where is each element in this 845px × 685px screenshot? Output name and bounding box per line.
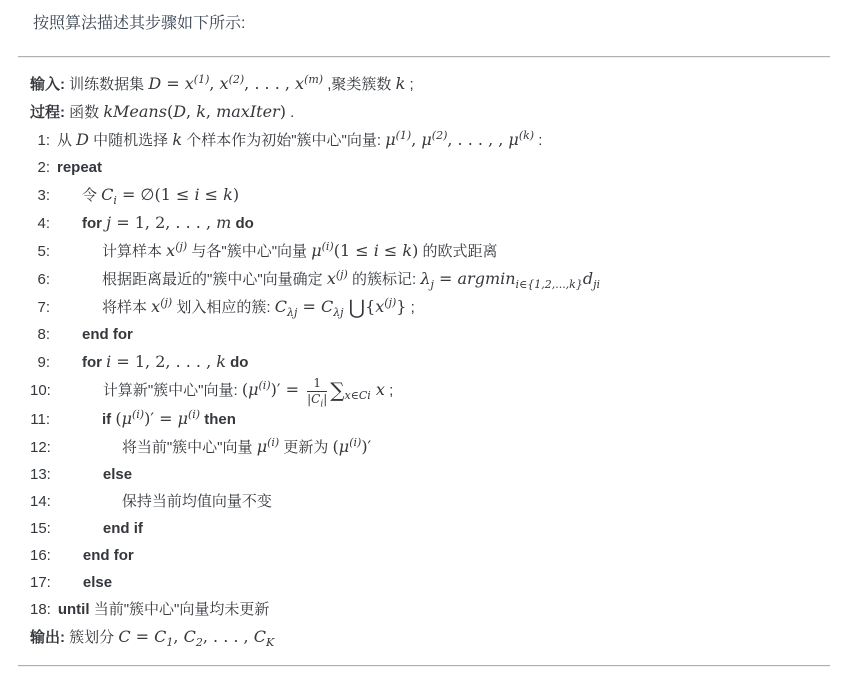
text-run: 将当前"簇中心"向量 [121, 439, 257, 457]
math-roman: (1 ≤ [333, 241, 374, 260]
algo-line [30, 209, 835, 237]
math-roman: = [297, 297, 321, 316]
subscript: K [265, 636, 275, 650]
algo-line [30, 569, 835, 596]
text-run: 更新为 [279, 439, 333, 457]
math-roman: | [323, 391, 328, 406]
superscript: (1) [395, 129, 412, 142]
superscript: (j) [335, 268, 348, 281]
line-content [57, 408, 236, 429]
line-number: 17: [30, 574, 51, 592]
math-italic: μ [248, 380, 259, 399]
superscript: (1) [193, 73, 210, 86]
math-italic: k [196, 102, 206, 121]
line-content [57, 129, 543, 149]
math-roman: { [365, 297, 376, 316]
math-italic: C [253, 627, 266, 647]
math-italic: i [194, 185, 200, 204]
algo-line [30, 375, 835, 409]
math-roman: ≤ [378, 241, 403, 260]
algo-line [30, 596, 835, 623]
math-roman: = [433, 269, 458, 288]
math-italic: k [223, 185, 233, 204]
line-number: 1: [37, 132, 50, 149]
line-number: 6: [37, 271, 50, 288]
line-content [65, 104, 294, 121]
math-roman: , [209, 74, 220, 93]
line-content [57, 326, 133, 343]
math-roman: , . . . , , [447, 130, 509, 149]
text-run: 当前"簇中心"向量均未更新 [93, 601, 270, 619]
math-italic: C [274, 297, 287, 316]
math-italic: x [184, 74, 194, 93]
text-run: 计算样本 [102, 243, 167, 260]
math-roman: 1 [313, 375, 321, 390]
math-roman: , . . . , [244, 74, 296, 93]
math-italic: k [216, 352, 226, 371]
math-roman: = [130, 627, 155, 647]
subscript: ji [593, 278, 601, 291]
superscript: (i) [187, 408, 201, 422]
math-italic: argmin [457, 269, 516, 288]
line-number: 7: [37, 299, 50, 316]
text-run: 保持当前均值向量不变 [121, 493, 272, 511]
superscript: (i) [321, 240, 334, 253]
keyword: end for [82, 547, 134, 565]
text-run: ; [405, 76, 414, 93]
keyword: else [102, 466, 133, 484]
math-roman: , [205, 102, 217, 121]
line-content [57, 159, 102, 176]
line-number: 16: [30, 547, 51, 565]
text-run: : [534, 132, 543, 149]
keyword: end for [82, 326, 133, 343]
subscript: i [113, 194, 117, 207]
subscript: i∈{1,2,...,k} [515, 278, 583, 291]
subscript: 1 [166, 636, 174, 650]
line-content [57, 215, 254, 232]
subscript: j [430, 278, 434, 291]
algorithm-bottom-rule [18, 665, 830, 667]
keyword: do [225, 354, 249, 371]
text-run: 中随机选择 [89, 132, 173, 149]
line-number: 2: [37, 159, 50, 176]
math-roman: | [307, 391, 312, 406]
superscript: (j) [175, 240, 188, 253]
math-roman: ) [232, 185, 240, 204]
superscript: (2) [431, 129, 448, 142]
math-italic: μ [508, 130, 519, 149]
text-run: 个样本作为初始"簇中心"向量: [182, 132, 386, 149]
math-roman: ( [115, 409, 122, 429]
math-roman: )′ = [144, 409, 178, 429]
math-roman: = [161, 74, 185, 93]
math-italic: μ [256, 437, 268, 457]
math-italic: maxIter [216, 102, 280, 121]
fraction [307, 375, 328, 409]
text-run: 簇划分 [65, 629, 119, 647]
algo-line [30, 293, 835, 321]
line-number: 9: [37, 354, 50, 371]
text-run: 将样本 [102, 299, 152, 316]
math-italic: C [101, 185, 114, 204]
math-italic: C [154, 627, 167, 647]
line-number: 5: [37, 243, 50, 260]
math-roman: = ∅(1 ≤ [116, 185, 195, 204]
algo-line [30, 265, 835, 293]
line-number: 10: [30, 382, 51, 399]
math-italic: j [106, 213, 112, 232]
math-roman: = 1, 2, . . . , [111, 352, 217, 371]
text-run: 从 [57, 132, 77, 149]
line-content [58, 375, 394, 409]
math-italic: C [118, 627, 131, 647]
line-number: 15: [30, 520, 51, 538]
algo-line [30, 181, 835, 209]
algo-line [30, 321, 835, 348]
algorithm-block [30, 70, 835, 651]
line-label: 输入: [30, 76, 65, 93]
line-number: 3: [37, 187, 50, 204]
math-roman: )′ = [270, 380, 305, 399]
text-run: ; [384, 382, 394, 399]
article-page [0, 13, 845, 685]
line-number: 14: [30, 493, 51, 511]
algo-line [30, 154, 835, 181]
line-content [65, 627, 275, 650]
subscript: λj [333, 306, 344, 319]
keyword: end if [102, 520, 143, 538]
text-run: 的簇标记: [347, 271, 421, 288]
text-run: ,聚类簇数 [323, 76, 396, 93]
line-content [57, 354, 248, 371]
algo-line [30, 542, 835, 569]
math-italic: λ [420, 269, 431, 288]
subscript: λj [286, 306, 298, 319]
line-content [58, 601, 269, 618]
line-content [58, 520, 143, 537]
math-roman: , [411, 130, 422, 149]
superscript: (k) [518, 129, 535, 142]
keyword: then [200, 411, 236, 429]
algo-line [30, 515, 835, 542]
math-italic: x [151, 297, 161, 316]
line-number: 11: [30, 411, 50, 429]
math-italic: x [295, 74, 305, 93]
line-label: 输出: [30, 629, 65, 647]
algo-line [30, 98, 835, 126]
math-italic: x [219, 74, 229, 93]
algo-line [30, 405, 835, 433]
keyword: else [82, 574, 113, 592]
math-roman: , [173, 627, 184, 647]
math-italic: kMeans [103, 102, 167, 121]
math-roman: ) [279, 102, 286, 121]
algo-line [30, 126, 835, 154]
math-italic: k [402, 241, 413, 260]
line-number: 18: [30, 601, 51, 619]
math-italic: D [76, 130, 89, 149]
line-label: 过程: [30, 104, 65, 121]
math-roman: = 1, 2, . . . , [111, 213, 217, 232]
math-italic: k [172, 130, 183, 149]
algorithm-lines [30, 70, 835, 651]
line-content [58, 574, 112, 591]
line-content [65, 73, 414, 93]
text-run: . [285, 104, 295, 121]
superscript: (2) [228, 73, 245, 86]
superscript: (i) [258, 379, 271, 392]
line-content [58, 493, 272, 510]
keyword: until [57, 601, 94, 619]
text-run: 根据距离最近的"簇中心"向量确定 [102, 271, 327, 288]
superscript: (i) [267, 436, 280, 450]
math-roman: , . . . , [202, 627, 254, 647]
text-run: ; [406, 299, 415, 316]
math-roman: } [396, 297, 407, 316]
math-roman: ( [241, 380, 249, 399]
math-italic: D [148, 74, 162, 93]
text-run: 函数 [65, 104, 104, 121]
keyword: for [82, 354, 107, 371]
math-roman: ≤ [199, 185, 224, 204]
algo-line [30, 488, 835, 515]
math-italic: x [326, 269, 336, 288]
math-italic: k [395, 74, 406, 93]
math-roman: ) [412, 241, 419, 260]
text-run: 与各"簇中心"向量 [187, 243, 312, 260]
math-roman: )′ [361, 437, 372, 457]
algorithm-top-rule [18, 56, 830, 58]
math-italic: i [106, 352, 112, 371]
math-italic: x [370, 380, 385, 399]
math-italic: μ [421, 130, 432, 149]
line-number: 4: [37, 215, 50, 232]
subscript: i [320, 398, 324, 409]
superscript: (m) [304, 73, 324, 86]
math-italic: μ [338, 437, 350, 457]
math-italic: C [320, 297, 334, 316]
math-italic: d [582, 269, 594, 288]
keyword: do [231, 215, 254, 232]
math-italic: μ [177, 409, 188, 429]
line-content [58, 547, 134, 564]
math-italic: x [375, 297, 385, 316]
line-number: 12: [30, 439, 51, 457]
subscript: x∈Ci [344, 389, 371, 402]
algo-line [30, 461, 835, 488]
math-roman: ( [332, 437, 339, 457]
superscript: (j) [384, 296, 397, 309]
algo-line [30, 348, 835, 376]
big-operator: ⋃ [348, 295, 366, 319]
math-italic: C [183, 627, 196, 647]
math-italic: C [311, 391, 321, 406]
math-italic: x [166, 241, 176, 260]
line-content [57, 295, 415, 319]
superscript: (i) [132, 408, 145, 422]
line-content [57, 240, 498, 260]
keyword: for [82, 215, 107, 232]
intro-text: 按照算法描述其步骤如下所示: [33, 15, 246, 32]
algo-line [30, 623, 835, 651]
math-italic: μ [385, 130, 396, 149]
keyword: if [102, 411, 116, 429]
math-italic: μ [121, 409, 132, 429]
line-content [58, 466, 132, 483]
line-content [57, 185, 240, 207]
line-content [57, 268, 601, 291]
big-operator: ∑ [330, 378, 345, 402]
math-italic: m [216, 213, 232, 232]
text-run: 的欧式距离 [418, 243, 498, 260]
math-roman: , [186, 102, 197, 121]
algo-line [30, 237, 835, 265]
superscript: (j) [160, 296, 173, 309]
math-italic: D [173, 102, 187, 121]
algo-line [30, 70, 835, 98]
math-italic: μ [311, 241, 322, 260]
line-number: 13: [30, 466, 51, 484]
math-italic: i [373, 241, 379, 260]
superscript: (i) [349, 436, 362, 450]
algo-line [30, 433, 835, 461]
line-content [58, 436, 372, 457]
math-roman: ( [166, 102, 174, 121]
text-run: 令 [82, 187, 102, 204]
text-run: 训练数据集 [65, 76, 149, 93]
keyword: repeat [57, 159, 103, 176]
line-number: 8: [37, 326, 50, 343]
text-run: 计算新"簇中心"向量: [102, 382, 242, 399]
subscript: 2 [195, 636, 203, 650]
text-run: 划入相应的簇: [172, 299, 275, 316]
